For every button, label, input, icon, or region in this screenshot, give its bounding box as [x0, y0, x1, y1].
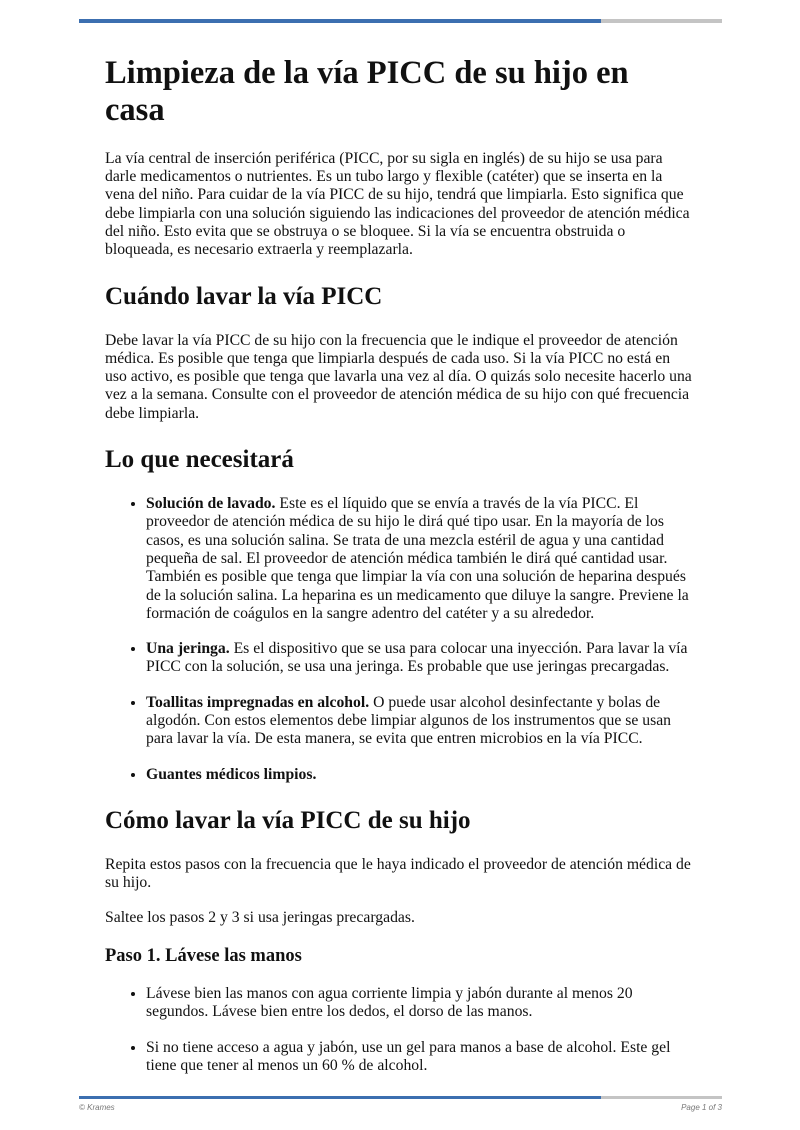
- intro-paragraph: La vía central de inserción periférica (PICC, por su sigla en inglés) de su hijo se usa para darle medicamentos o nutrientes. Es un tubo largo y flexible (catéter) que se inserta en la vena del niño. Para cuidar de la vía PICC de su hijo, tendrá que limpiarla. Esto significa que debe limpiarla con una solución siguiendo las indicaciones del proveedor de atención médica del niño. Esto evita que se obstruya o se bloquee. Si la vía se encuentra obstruida o bloqueada, es necesario extraerla y reemplazarla.: [105, 149, 690, 259]
- section-when-paragraph: Debe lavar la vía PICC de su hijo con la frecuencia que le indique el proveedor de atención médica. Es posible que tenga que limpiarla después de cada uso. Si la vía PICC no está en uso activo, es posible que tenga que lavarla una vez al día. O quizás solo necesite hacerlo una vez a la semana. Consulte con el proveedor de atención médica de su hijo con qué frecuencia debe limpiarla.: [105, 331, 692, 422]
- section-heading-when: Cuándo lavar la vía PICC: [105, 282, 383, 310]
- section-heading-need: Lo que necesitará: [105, 446, 294, 474]
- page-footer: [79, 1096, 722, 1112]
- section-how-paragraph: Repita estos pasos con la frecuencia que le haya indicado el proveedor de atención médica de su hijo.: [105, 855, 691, 892]
- header-rule-gray: [601, 19, 722, 23]
- list-item: [146, 766, 695, 784]
- list-item: [146, 694, 695, 749]
- footer-rule-gray: [601, 1096, 722, 1099]
- list-item: • Lávese bien las manos con agua corriente limpia y jabón durante al menos 20 segundos. Lávese bien entre los dedos, el dorso de las manos.: [146, 985, 695, 1022]
- list-item-text: Es el dispositivo que se usa para colocar una inyección. Para lavar la vía PICC con la solución, se usa una jeringa. Es probable que use jeringas precargadas.: [146, 640, 688, 676]
- list-item-term: Solución de lavado.: [146, 495, 276, 513]
- header-rule-accent: [79, 19, 601, 23]
- list-item-term: Toallitas impregnadas en alcohol.: [146, 693, 370, 711]
- step-1-heading: Paso 1. Lávese las manos: [105, 945, 302, 966]
- list-item: [146, 495, 695, 623]
- document-body: [105, 55, 695, 1092]
- step-1-list: [105, 985, 695, 1075]
- list-item-text: Este es el líquido que se envía a través de la vía PICC. El proveedor de atención médica de su hijo le dirá qué tipo usar. En la mayoría de los casos, es una solución salina. Se trata de una mezcla estéril de agua y una cantidad pequeña de sal. El proveedor de atención médica también le dirá qué cantidad usar. También es posible que tenga que limpiar la vía con una solución de heparina después de la solución salina. La heparina es un medicamento que diluye la sangre. Previene la formación de coágulos en la sangre adentro del catéter y a su alrededor.: [146, 495, 689, 622]
- footer-rule: [79, 1096, 722, 1099]
- footer-page-number: Page 1 of 3: [681, 1103, 722, 1112]
- page-title: Limpieza de la vía PICC de su hijo en casa: [105, 55, 629, 129]
- list-item-text: O puede usar alcohol desinfectante y bolas de algodón. Con estos elementos debe limpiar algunos de los instrumentos que se usan para lavar la vía. De esta manera, se evita que entren microbios en la vía PICC.: [146, 693, 672, 748]
- list-item: [146, 640, 695, 677]
- section-how-note: Saltee los pasos 2 y 3 si usa jeringas precargadas.: [105, 909, 415, 927]
- footer-copyright: © Krames: [79, 1103, 115, 1112]
- section-heading-how: Cómo lavar la vía PICC de su hijo: [105, 806, 471, 834]
- list-item-term: Guantes médicos limpios.: [146, 765, 317, 783]
- footer-rule-accent: [79, 1096, 601, 1099]
- list-item-term: Una jeringa.: [146, 640, 230, 658]
- supplies-list: [105, 495, 695, 784]
- list-item: • Si no tiene acceso a agua y jabón, use un gel para manos a base de alcohol. Este gel tiene que tener al menos un 60 % de alcohol.: [146, 1039, 695, 1076]
- header-rule: [79, 19, 722, 23]
